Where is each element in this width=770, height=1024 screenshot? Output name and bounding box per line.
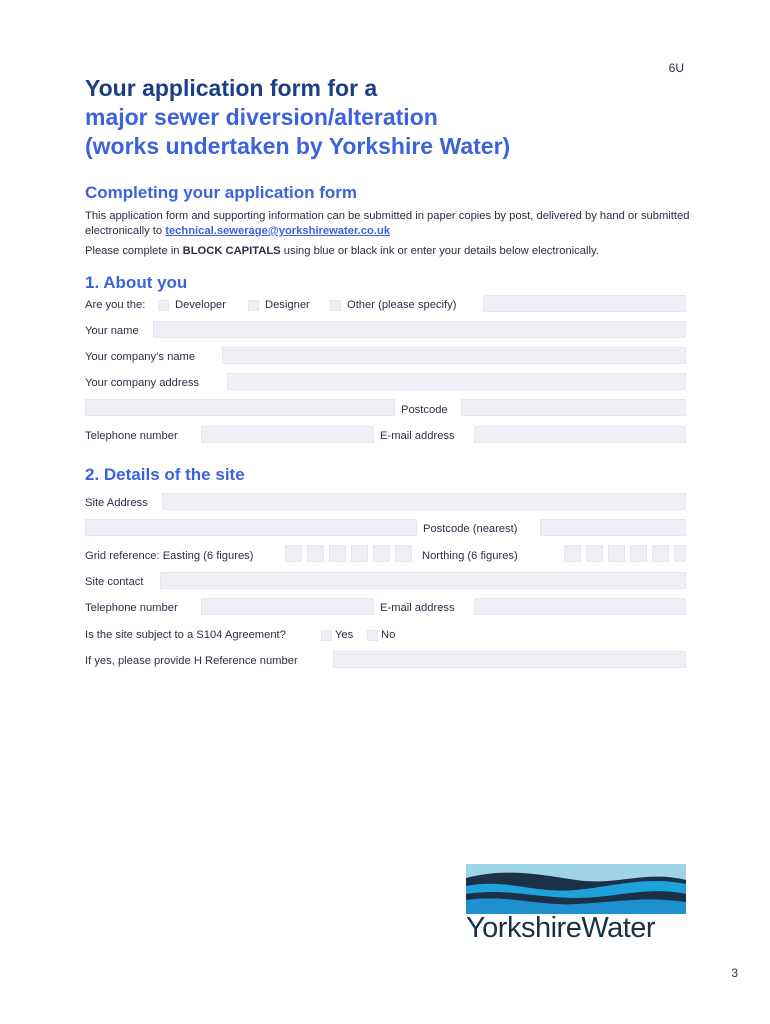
site-contact-field[interactable] [160,572,686,589]
easting-digit-1[interactable] [285,545,302,562]
other-label: Other (please specify) [347,299,457,311]
northing-label: Northing (6 figures) [422,550,518,562]
other-checkbox[interactable] [330,300,341,311]
designer-label: Designer [265,299,310,311]
email-label: E-mail address [380,430,455,442]
instruction-post: using blue or black ink or enter your details below electronically. [280,245,599,257]
postcode-nearest-label: Postcode (nearest) [423,523,518,535]
telephone-label: Telephone number [85,430,178,442]
page-title [85,74,510,161]
s104-no-checkbox[interactable] [367,630,378,641]
postcode-nearest-field[interactable] [540,519,686,536]
company-address-line-2-field[interactable] [85,399,395,416]
site-telephone-label: Telephone number [85,602,178,614]
company-name-field[interactable] [222,347,686,364]
easting-digit-3[interactable] [329,545,346,562]
easting-digit-4[interactable] [351,545,368,562]
company-name-label: Your company’s name [85,351,196,363]
site-address-field[interactable] [162,493,686,510]
intro-text-a: This application form and supporting information can be submitted in paper copies by post, delivered by hand or submitted electronically to [85,210,690,237]
company-address-label: Your company address [85,377,200,389]
northing-digit-6[interactable] [674,545,686,562]
email-field[interactable] [474,426,686,443]
title-line-3: (works undertaken by Yorkshire Water) [85,133,511,159]
s104-no-label: No [381,629,396,641]
site-email-label: E-mail address [380,602,455,614]
telephone-field[interactable] [201,426,374,443]
developer-checkbox[interactable] [158,300,169,311]
s104-yes-checkbox[interactable] [321,630,332,641]
block-capitals-instruction [85,245,599,257]
northing-digit-4[interactable] [630,545,647,562]
northing-digit-3[interactable] [608,545,625,562]
your-name-label: Your name [85,325,139,337]
site-address-line-2-field[interactable] [85,519,417,536]
company-address-field[interactable] [227,373,686,390]
s104-question-label: Is the site subject to a S104 Agreement? [85,629,286,641]
northing-digit-1[interactable] [564,545,581,562]
easting-digit-2[interactable] [307,545,324,562]
section-2-heading: 2. Details of the site [85,465,245,484]
site-address-label: Site Address [85,497,148,509]
instruction-bold: BLOCK CAPITALS [182,245,281,257]
completing-heading: Completing your application form [85,183,358,202]
submission-email-link[interactable]: technical.sewerage@yorkshirewater.co.uk [165,225,391,237]
designer-checkbox[interactable] [248,300,259,311]
easting-digit-5[interactable] [373,545,390,562]
northing-digit-2[interactable] [586,545,603,562]
title-line-2: major sewer diversion/alteration [85,104,438,130]
are-you-label: Are you the: [85,299,146,311]
yorkshire-water-wordmark: YorkshireWater [466,912,656,944]
instruction-pre: Please complete in [85,245,183,257]
h-reference-field[interactable] [333,651,686,668]
page-number: 3 [731,966,738,980]
site-email-field[interactable] [474,598,686,615]
easting-label: Grid reference: Easting (6 figures) [85,550,254,562]
intro-text [85,209,695,239]
h-reference-label: If yes, please provide H Reference number [85,655,298,667]
site-contact-label: Site contact [85,576,144,588]
northing-digit-5[interactable] [652,545,669,562]
your-name-field[interactable] [153,321,686,338]
site-telephone-field[interactable] [201,598,374,615]
postcode-field[interactable] [461,399,686,416]
developer-label: Developer [175,299,226,311]
section-1-heading: 1. About you [85,273,188,292]
s104-yes-label: Yes [335,629,354,641]
postcode-label: Postcode [401,404,448,416]
yorkshire-water-logo-mark [466,864,686,914]
form-code: 6U [668,61,684,75]
other-specify-field[interactable] [483,295,686,312]
easting-digit-6[interactable] [395,545,412,562]
title-line-1: Your application form for a [85,75,378,101]
